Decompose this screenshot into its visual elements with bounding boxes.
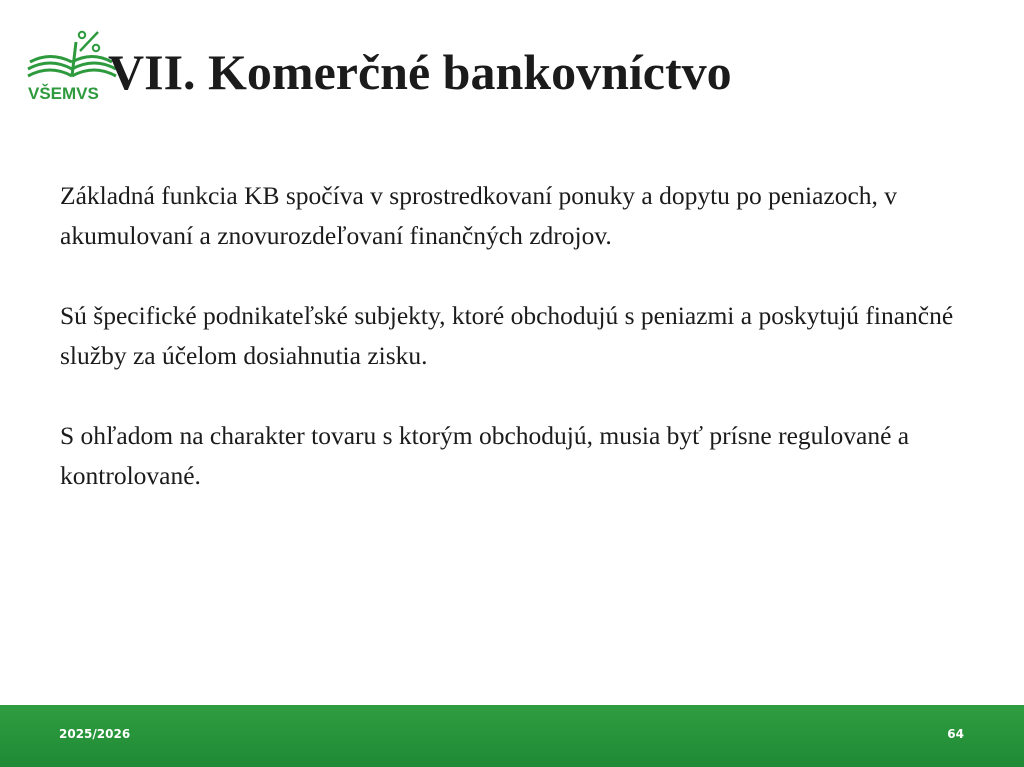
- slide-content: [60, 176, 960, 496]
- paragraph-1: Základná funkcia KB spočíva v sprostredkovaní ponuky a dopytu po peniazoch, v akumulovaní a znovurozdeľovaní finančných zdrojov.: [60, 181, 898, 250]
- paragraph-3: S ohľadom na charakter tovaru s ktorým obchodujú, musia byť prísne regulované a kontrolované.: [60, 421, 910, 490]
- footer-bar: [0, 705, 1024, 767]
- footer-year: 2025/2026: [59, 727, 131, 741]
- logo-text: VŠEMVS: [28, 84, 99, 103]
- paragraph-2: Sú špecifické podnikateľské subjekty, ktoré obchodujú s peniazmi a poskytujú finančné služby za účelom dosiahnutia zisku.: [60, 301, 954, 370]
- slide-title: VII. Komerčné bankovníctvo: [108, 44, 732, 100]
- page-number: 64: [947, 727, 964, 741]
